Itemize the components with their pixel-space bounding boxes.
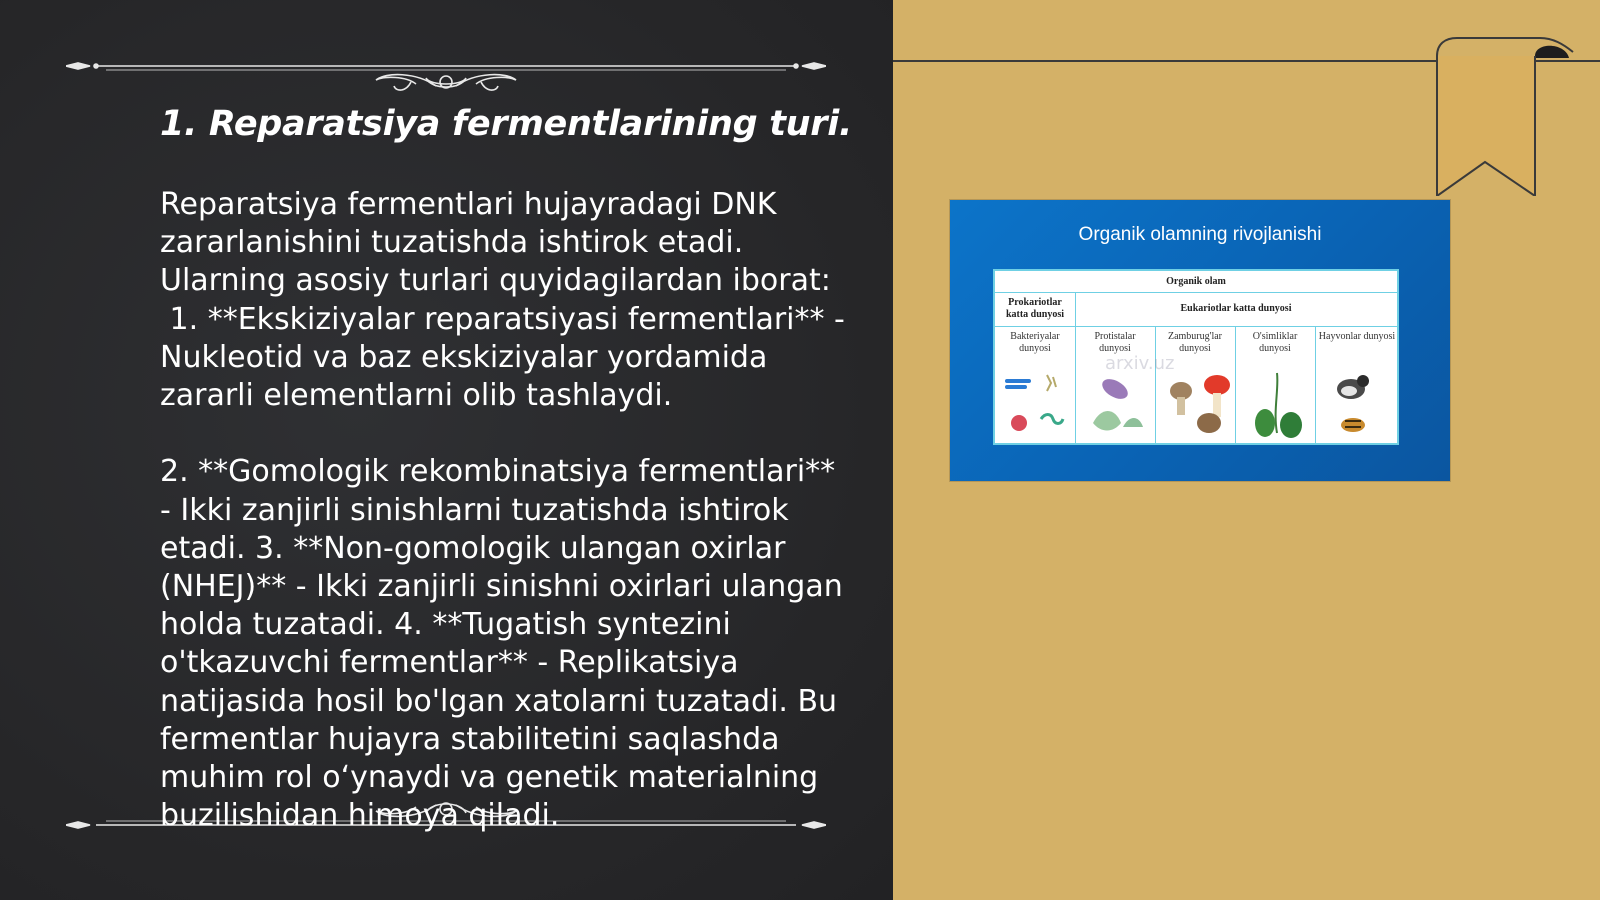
slide-title: 1. Reparatsiya fermentlarining turi. <box>160 104 852 144</box>
classification-table <box>993 269 1399 445</box>
image-card <box>950 200 1450 481</box>
kingdom-label: Zamburug'lar dunyosi <box>1167 331 1222 354</box>
watermark: arxiv.uz <box>1105 353 1175 374</box>
eukaryote-header: Eukariotlar katta dunyosi <box>1180 303 1292 314</box>
kingdom-label: O'simliklar dunyosi <box>1252 331 1298 354</box>
table-title: Organik olam <box>1166 276 1226 287</box>
bookmark-icon <box>1435 36 1575 196</box>
slide-body-text: Reparatsiya fermentlari hujayradagi DNK zararlanishini tuzatishda ishtirok etadi. Ularning asosiy turlari quyidagilardan iborat: 1. **Ekskiziyalar reparatsiyasi fermentlari** - Nukleotid va baz ekskiziyalar yordamida zararli elementlarni olib tashlaydi. 2. **Gomologik rekombinatsiya fermentlari** - Ikki zanjirli sinishlarni tuzatishda ishtirok etadi. 3. **Non-gomologik ulangan oxirlar (NHEJ)** - Ikki zanjirli sinishni oxirlari ulangan holda tuzatadi. 4. **Tugatish syntezini o'tkazuvchi fermentlar** - Replikatsiya natijasida hosil bo'lgan xatolarni tuzatadi. Bu fermentlar hujayra stabilitetini saqlashda muhim rol o‘ynaydi va genetik materialning buzilishidan himoya qiladi. <box>160 187 845 834</box>
prokaryote-header: Prokariotlar katta dunyosi <box>1005 297 1065 320</box>
kingdom-label: Protistalar dunyosi <box>1094 331 1136 354</box>
kingdom-label: Bakteriyalar dunyosi <box>1010 331 1060 354</box>
bacteria-illustration <box>1007 375 1063 431</box>
image-caption: Organik olamning rivojlanishi <box>1078 224 1322 245</box>
top-scroll-ornament <box>66 42 826 92</box>
plant-illustration <box>1255 373 1302 438</box>
table-subheader-row <box>995 293 1397 327</box>
organism-illustrations <box>995 361 1399 443</box>
protist-illustration <box>1093 375 1143 430</box>
fungi-illustration <box>1170 375 1230 433</box>
animal-illustration <box>1337 375 1369 432</box>
kingdom-label: Hayvonlar dunyosi <box>1318 331 1396 342</box>
table-header-row <box>995 271 1397 293</box>
